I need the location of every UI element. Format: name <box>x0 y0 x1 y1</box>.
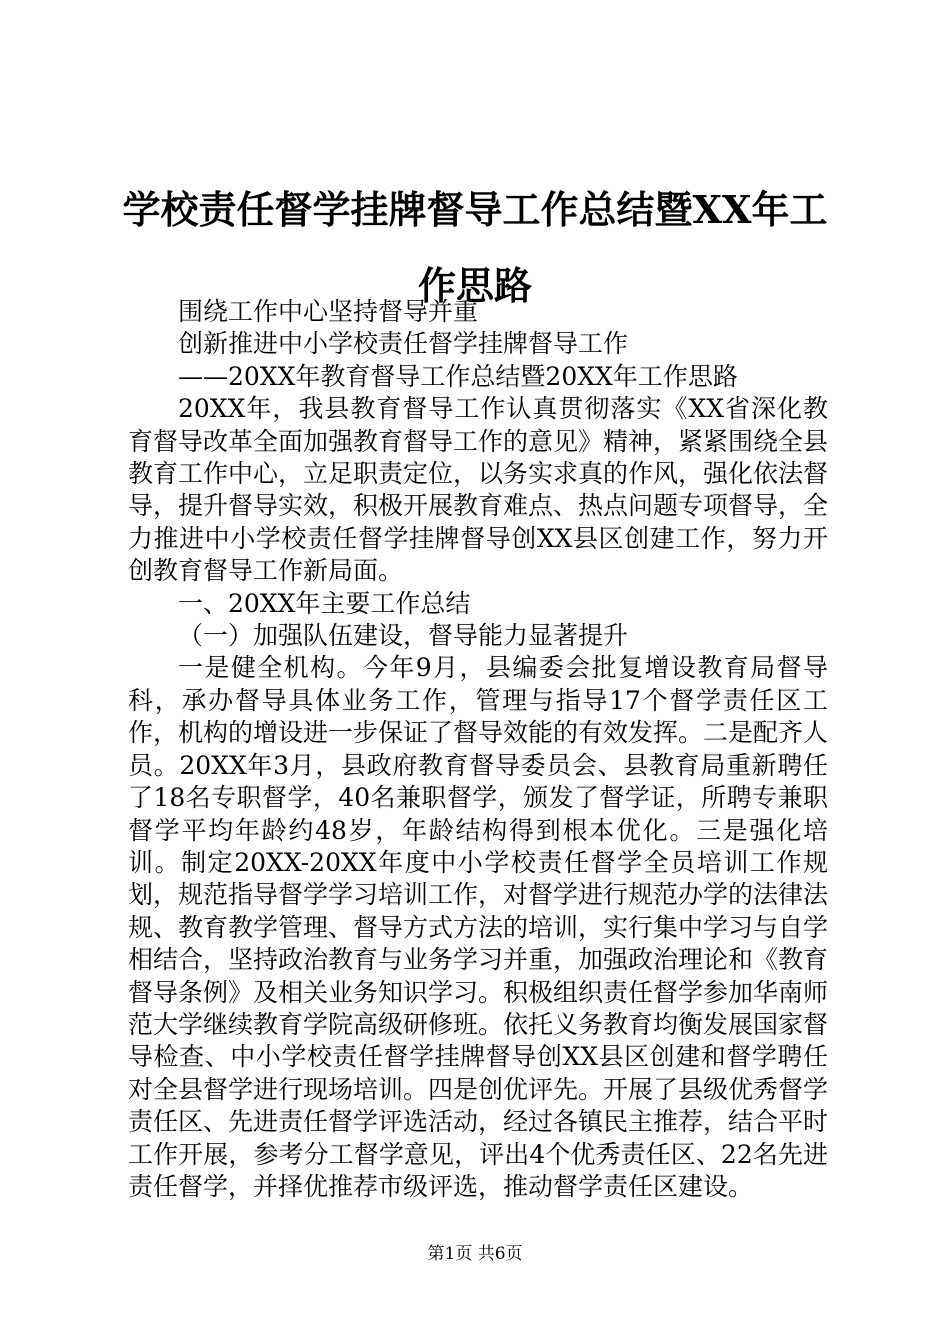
paragraph-subtitle-3: ——20XX年教育督导工作总结暨20XX年工作思路 <box>178 361 738 391</box>
paragraph-content: 一是健全机构。今年9月，县编委会批复增设教育局督导科，承办督导具体业务工作，管理与指导17个督学责任区工作，机构的增设进一步保证了督导效能的有效发挥。二是配齐人员。20XX年3月，县政府教育督导委员会、县教育局重新聘任了18名专职督学，40名兼职督学，颁发了督学证，所聘专兼职督学平均年龄约48岁，年龄结构得到根本优化。三是强化培训。制定20XX-20XX年度中小学校责任督学全员培训工作规划，规范指导督学学习培训工作，对督学进行规范办学的法律法规、教育教学管理、督导方式方法的培训，实行集中学习与自学相结合，坚持政治教育与业务学习并重，加强政治理论和《教育督导条例》及相关业务知识学习。积极组织责任督学参加华南师范大学继续教育学院高级研修班。依托义务教育均衡发展国家督导检查、中小学校责任督学挂牌督导创XX县区创建和督学聘任对全县督学进行现场培训。四是创优评先。开展了县级优秀督学责任区、先进责任督学评选活动，经过各镇民主推荐，结合平时工作开展，参考分工督学意见，评出4个优秀责任区、22名先进责任督学，并择优推荐市级评选，推动督学责任区建设。 <box>128 653 829 1201</box>
page-footer: 第1页 共6页 <box>427 1244 523 1264</box>
paragraph-subtitle-1: 围绕工作中心坚持督导并重 <box>178 297 479 326</box>
paragraph-intro: 20XX年，我县教育督导工作认真贯彻落实《XX省深化教育督导改革全面加强教育督导工作的意见》精神，紧紧围绕全县教育工作中心，立足职责定位，以务实求真的作风，强化依法督导，提升督导实效，积极开展教育难点、热点问题专项督导，全力推进中小学校责任督学挂牌督导创XX县区创建工作，努力开创教育督导工作新局面。 <box>128 394 829 586</box>
paragraph-subtitle-2: 创新推进中小学校责任督学挂牌督导工作 <box>178 329 629 359</box>
subsection-heading: （一）加强队伍建设，督导能力显著提升 <box>178 621 629 651</box>
document-title: 学校责任督学挂牌督导工作总结暨XX年工作思路 <box>122 187 828 308</box>
section-heading: 一、20XX年主要工作总结 <box>178 588 471 618</box>
document-body <box>128 296 828 1203</box>
